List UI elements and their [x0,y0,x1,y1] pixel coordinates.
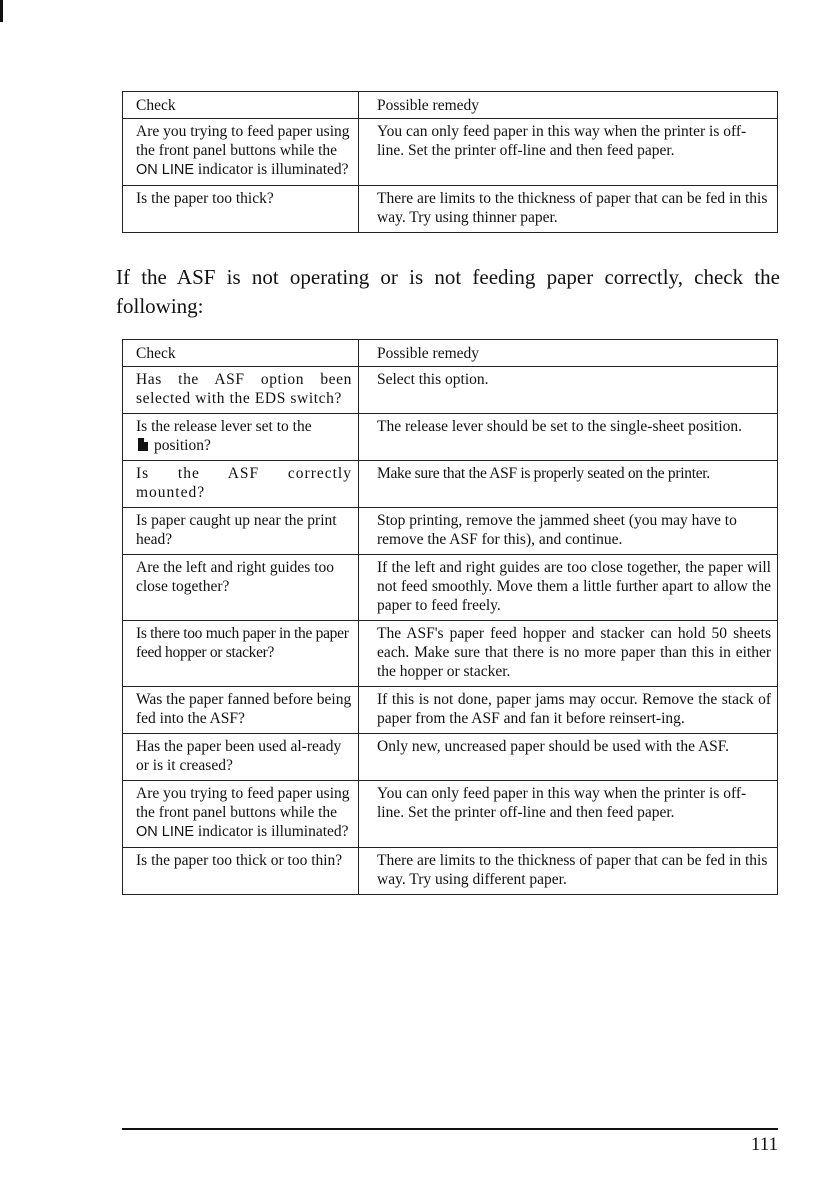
check-cell: Is the ASF correctly mounted? [123,461,359,508]
table-row [123,367,778,414]
remedy-cell: If the left and right guides are too close together, the paper will not feed smoothly. Move them a little further apart to allow the paper to feed freely. [359,555,778,621]
troubleshooting-table-feed [122,91,778,233]
troubleshooting-table-asf [122,339,778,895]
check-cell: Are the left and right guides too close together? [123,555,359,621]
check-text: Is the release lever set to the [136,418,312,435]
remedy-cell: Select this option. [359,367,778,414]
check-cell: Is there too much paper in the paper feed hopper or stacker? [123,621,359,687]
table-row [123,119,778,186]
single-sheet-icon [138,438,148,451]
footer-rule [122,1128,778,1130]
check-cell: Is the paper too thick? [123,186,359,233]
remedy-cell: The ASF's paper feed hopper and stacker can hold 50 sheets each. Make sure that there is no more paper than this in either the hopper or stacker. [359,621,778,687]
table-row [123,186,778,233]
remedy-cell: Stop printing, remove the jammed sheet (you may have to remove the ASF for this), and continue. [359,508,778,555]
table-row [123,555,778,621]
column-header-check: Check [123,340,359,367]
check-text: indicator is illuminated? [194,823,349,840]
table-header-row [123,92,778,119]
check-cell [123,781,359,848]
remedy-cell: You can only feed paper in this way when the printer is off-line. Set the printer off-line and then feed paper. [359,119,778,186]
table-row [123,621,778,687]
table-row [123,734,778,781]
table-row [123,687,778,734]
remedy-cell: If this is not done, paper jams may occur. Remove the stack of paper from the ASF and fan it before reinsert-ing. [359,687,778,734]
check-cell: Was the paper fanned before being fed into the ASF? [123,687,359,734]
check-text: position? [154,437,211,454]
check-cell: Is the paper too thick or too thin? [123,848,359,895]
page-number: 111 [750,1134,778,1155]
check-cell: Is paper caught up near the print head? [123,508,359,555]
check-text: Are you trying to feed paper using the front panel buttons while the [136,123,350,159]
check-cell: Has the paper been used al-ready or is it creased? [123,734,359,781]
check-text: Are you trying to feed paper using the front panel buttons while the [136,785,350,821]
table-row [123,414,778,461]
check-text: indicator is illuminated? [194,161,349,178]
column-header-remedy: Possible remedy [359,340,778,367]
scan-edge-mark [0,0,3,22]
table-row [123,508,778,555]
table-row [123,781,778,848]
remedy-cell: There are limits to the thickness of paper that can be fed in this way. Try using thinner paper. [359,186,778,233]
check-cell [123,119,359,186]
column-header-check: Check [123,92,359,119]
check-cell: Has the ASF option been selected with the EDS switch? [123,367,359,414]
on-line-indicator-label: ON LINE [136,824,195,840]
remedy-cell: Only new, uncreased paper should be used with the ASF. [359,734,778,781]
table-row [123,848,778,895]
remedy-cell: The release lever should be set to the single-sheet position. [359,414,778,461]
remedy-cell: There are limits to the thickness of paper that can be fed in this way. Try using different paper. [359,848,778,895]
table-header-row [123,340,778,367]
table-row [123,461,778,508]
on-line-indicator-label: ON LINE [136,162,195,178]
asf-intro-paragraph: If the ASF is not operating or is not feeding paper correctly, check the following: [116,265,780,318]
remedy-cell: Make sure that the ASF is properly seated on the printer. [359,461,778,508]
check-cell [123,414,359,461]
column-header-remedy: Possible remedy [359,92,778,119]
remedy-cell: You can only feed paper in this way when the printer is off-line. Set the printer off-line and then feed paper. [359,781,778,848]
